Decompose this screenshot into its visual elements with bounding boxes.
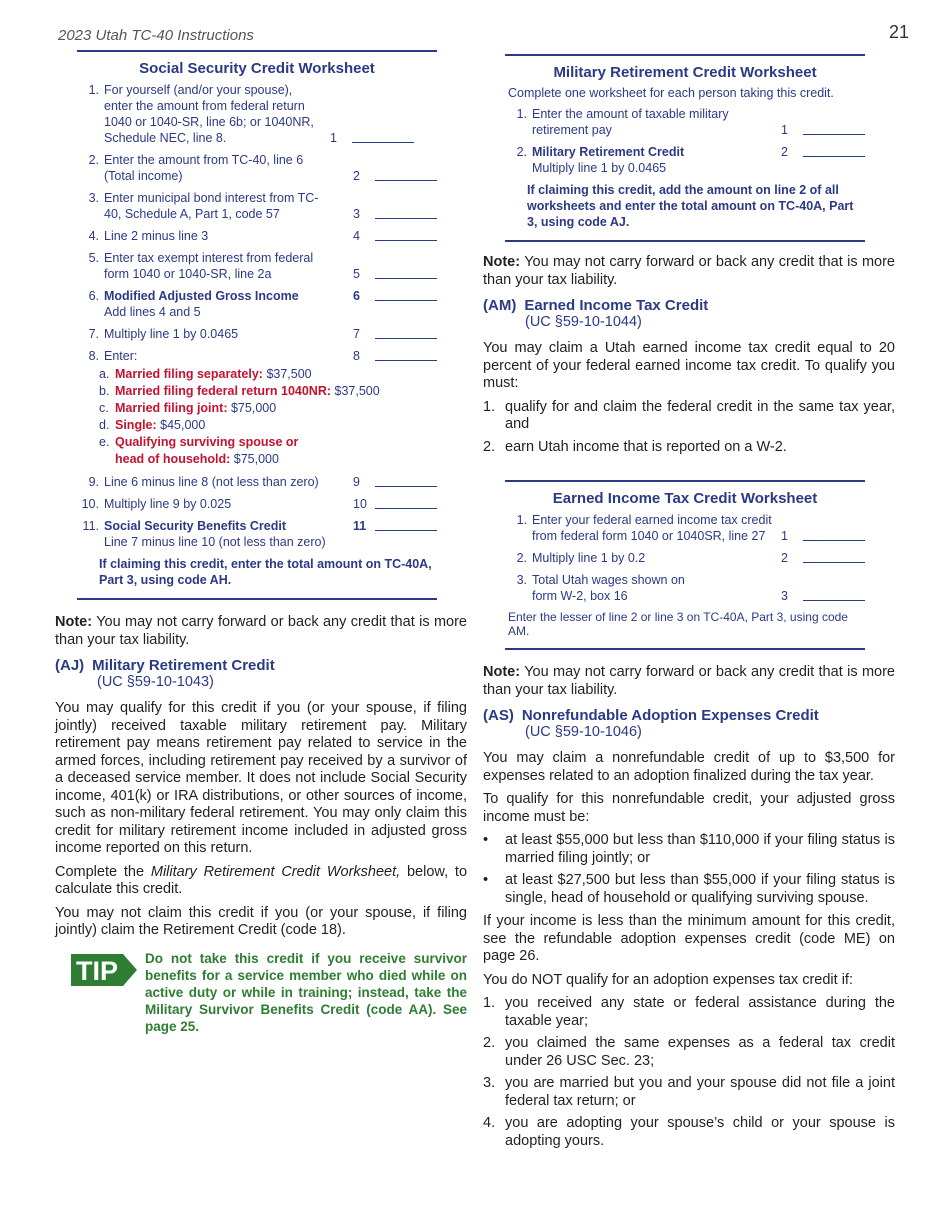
line-text: Enter municipal bond interest from TC-40, Schedule A, Part 1, code 57 (104, 191, 319, 221)
line-ref: 9 (353, 475, 360, 489)
line-ref: 2 (781, 551, 788, 565)
worksheet-line (505, 106, 865, 138)
line-number: 8. (88, 349, 99, 363)
line-number: 1. (88, 83, 99, 97)
line-instruction: Line 7 minus line 10 (not less than zero) (104, 535, 326, 549)
line-text (104, 518, 353, 550)
section-citation: (UC §59-10-1043) (97, 674, 214, 690)
entry-blank[interactable] (803, 588, 865, 601)
worksheet-line (505, 144, 865, 176)
line-ref: 5 (353, 267, 360, 281)
line-number: 2. (516, 145, 527, 159)
filing-status-option: a. Married filing separately: $37,500 (99, 367, 312, 381)
worksheet-line (505, 572, 865, 604)
line-label: Modified Adjusted Gross Income (104, 289, 299, 303)
body-paragraph: To qualify for this nonrefundable credit, your adjusted gross income must be: (483, 791, 895, 825)
worksheet-line (77, 518, 437, 550)
section-heading-aj: (AJ) Military Retirement Credit (55, 657, 275, 674)
line-ref: 3 (781, 589, 788, 603)
line-ref: 7 (353, 327, 360, 341)
line-ref: 4 (353, 229, 360, 243)
worksheet-line (77, 348, 437, 364)
line-instruction: Add lines 4 and 5 (104, 305, 201, 319)
worksheet-line (77, 474, 437, 490)
entry-blank[interactable] (375, 228, 437, 241)
body-paragraph: You may not claim this credit if you (or your spouse, if filing jointly) claim the Retirement Credit (code 18). (55, 904, 467, 938)
filing-status-option: b. Married filing federal return 1040NR: $37,500 (99, 384, 380, 398)
line-ref: 11 (353, 519, 367, 533)
worksheet-line (505, 512, 865, 544)
list-item: • at least $55,000 but less than $110,000 if your filing status is married filing jointly; or (483, 832, 895, 866)
line-text: Multiply line 1 by 0.2 (532, 551, 646, 565)
line-ref: 6 (353, 289, 360, 303)
entry-blank[interactable] (375, 518, 437, 531)
right-column (483, 50, 895, 1156)
line-label: Military Retirement Credit (532, 145, 685, 159)
worksheet-note: If claiming this credit, add the amount on line 2 of all worksheets and enter the total amount on TC-40A, Part 3, using code AJ. (527, 183, 854, 229)
list-item: 4. you are adopting your spouse’s child or your spouse is adopting yours. (483, 1115, 895, 1149)
entry-blank[interactable] (375, 266, 437, 279)
line-number: 4. (88, 229, 99, 243)
list-item: 3. you are married but you and your spouse did not file a joint federal tax return; or (483, 1075, 895, 1109)
worksheet-line (77, 288, 437, 320)
line-number: 3. (516, 573, 527, 587)
worksheet-line (77, 228, 437, 244)
section-heading-am: (AM) Earned Income Tax Credit (483, 297, 709, 314)
line-number: 2. (516, 551, 527, 565)
line-text: Multiply line 9 by 0.025 (104, 497, 232, 511)
page-number: 21 (889, 22, 910, 42)
worksheet-footer: Enter the lesser of line 2 or line 3 on TC-40A, Part 3, using code AM. (508, 610, 848, 638)
line-ref: 3 (353, 207, 360, 221)
entry-blank[interactable] (375, 496, 437, 509)
line-text: Enter the amount of taxable military retirement pay (532, 107, 729, 137)
entry-blank[interactable] (375, 206, 437, 219)
line-number: 1. (516, 513, 527, 527)
line-number: 9. (88, 475, 99, 489)
income-bullet-list (483, 832, 895, 907)
body-paragraph: You do NOT qualify for an adoption expenses tax credit if: (483, 971, 853, 988)
worksheet-title: Social Security Credit Worksheet (139, 60, 375, 77)
entry-blank[interactable] (375, 168, 437, 181)
line-instruction: Multiply line 1 by 0.0465 (532, 161, 667, 175)
list-item: 1. qualify for and claim the federal credit in the same tax year, and (483, 398, 895, 432)
line-text: Enter the amount from TC-40, line 6 (Total income) (104, 153, 304, 183)
line-text: Multiply line 1 by 0.0465 (104, 327, 239, 341)
line-ref: 10 (353, 497, 367, 511)
worksheet-line (77, 496, 437, 512)
line-number: 10. (81, 497, 99, 511)
earned-income-tax-credit-worksheet (505, 480, 865, 650)
worksheet-line (77, 190, 437, 222)
line-text: Enter tax exempt interest from federal form 1040 or 1040-SR, line 2a (104, 251, 314, 281)
entry-blank[interactable] (803, 550, 865, 563)
line-number: 3. (88, 191, 99, 205)
list-item: 1. you received any state or federal assistance during the taxable year; (483, 995, 895, 1029)
social-security-credit-worksheet (77, 50, 437, 600)
line-ref: 2 (781, 145, 788, 159)
entry-blank[interactable] (375, 348, 437, 361)
line-number: 5. (88, 251, 99, 265)
section-citation: (UC §59-10-1044) (525, 314, 642, 330)
tip-label: TIP (75, 955, 119, 986)
line-ref: 1 (781, 529, 788, 543)
tip-text: Do not take this credit if you receive survivor benefits for a service member who died while on active duty or while in training; instead, take the Military Survivor Benefits Credit (code AA). See page 25. (145, 950, 467, 1034)
line-ref: 1 (330, 131, 337, 145)
note-paragraph: Note: You may not carry forward or back any credit that is more than your tax liability. (483, 664, 895, 698)
line-number: 7. (88, 327, 99, 341)
entry-blank[interactable] (375, 326, 437, 339)
line-text (104, 288, 353, 320)
worksheet-subtitle: Complete one worksheet for each person taking this credit. (508, 86, 834, 100)
filing-status-amounts (99, 366, 437, 468)
worksheet-title: Military Retirement Credit Worksheet (553, 64, 817, 81)
worksheet-note: If claiming this credit, enter the total amount on TC-40A, Part 3, using code AH. (99, 557, 432, 587)
worksheet-line (77, 326, 437, 342)
line-number: 6. (88, 289, 99, 303)
body-paragraph: You may qualify for this credit if you (or your spouse, if filing jointly) received taxable military retirement pay. Military retirement pay means retirement pay related to service in the armed forces, including retirement pay received by a survivor of a deceased service member. It does not include Social Security income, 401(k) or IRA distributions, or other sources of income, such as non-military federal retirement. You may only claim this credit for military retirement income included in adjusted gross income reported on this return. (55, 700, 467, 856)
tip-box (55, 950, 467, 1035)
filing-status-option: d. Single: $45,000 (99, 418, 206, 432)
line-text (532, 144, 781, 176)
list-item: 2. earn Utah income that is reported on a W-2. (483, 438, 787, 455)
line-number: 2. (88, 153, 99, 167)
section-citation: (UC §59-10-1046) (525, 724, 642, 740)
line-number: 11. (82, 519, 99, 533)
entry-blank[interactable] (803, 144, 865, 157)
worksheet-line (77, 82, 414, 146)
note-paragraph: Note: You may not carry forward or back any credit that is more than your tax liability. (483, 254, 895, 288)
line-number: 1. (516, 107, 527, 121)
body-paragraph: If your income is less than the minimum amount for this credit, see the refundable adoption expenses credit (code ME) on page 26. (483, 913, 895, 964)
left-column (55, 50, 467, 1035)
line-ref: 2 (353, 169, 360, 183)
filing-status-option: e. Qualifying surviving spouse or head of household: $75,000 (99, 435, 299, 466)
line-text: Line 6 minus line 8 (not less than zero) (104, 475, 319, 489)
tip-badge-icon (71, 950, 139, 990)
line-text: For yourself (and/or your spouse), enter the amount from federal return 1040 or 1040-SR, line 6b; or 1040NR, Schedule NEC, line 8. (104, 83, 314, 145)
line-text: Enter your federal earned income tax credit from federal form 1040 or 1040SR, line 27 (532, 513, 772, 543)
worksheet-line (77, 250, 437, 282)
line-ref: 8 (353, 349, 360, 363)
note-paragraph: Note: You may not carry forward or back any credit that is more than your tax liability. (55, 614, 467, 648)
entry-blank[interactable] (352, 130, 414, 143)
entry-blank[interactable] (375, 474, 437, 487)
line-label: Social Security Benefits Credit (104, 519, 287, 533)
line-text: Enter: (104, 349, 138, 363)
entry-blank[interactable] (375, 288, 437, 301)
document-header-title: 2023 Utah TC-40 Instructions (58, 27, 254, 44)
section-heading-as: (AS) Nonrefundable Adoption Expenses Credit (483, 707, 819, 724)
line-text: Line 2 minus line 3 (104, 229, 209, 243)
worksheet-title: Earned Income Tax Credit Worksheet (552, 490, 818, 507)
filing-status-option: c. Married filing joint: $75,000 (99, 401, 277, 415)
worksheet-line (77, 152, 437, 184)
body-paragraph: You may claim a nonrefundable credit of up to $3,500 for expenses related to an adoption finalized during the tax year. (483, 750, 895, 784)
body-paragraph: Complete the Military Retirement Credit Worksheet, below, to calculate this credit. (55, 863, 468, 897)
line-text: Total Utah wages shown on form W-2, box 16 (532, 573, 685, 603)
list-item: 2. you claimed the same expenses as a federal tax credit under 26 USC Sec. 23; (483, 1035, 895, 1069)
qualification-list (483, 399, 895, 457)
military-retirement-credit-worksheet (505, 54, 865, 242)
worksheet-line (505, 550, 865, 566)
disqualification-list (483, 995, 895, 1150)
entry-blank[interactable] (803, 122, 865, 135)
line-ref: 1 (781, 123, 788, 137)
entry-blank[interactable] (803, 528, 865, 541)
body-paragraph: You may claim a Utah earned income tax credit equal to 20 percent of your federal earned income tax credit. To qualify you must: (483, 340, 895, 391)
list-item: • at least $27,500 but less than $55,000 if your filing status is single, head of household or qualifying surviving spouse. (483, 872, 895, 906)
